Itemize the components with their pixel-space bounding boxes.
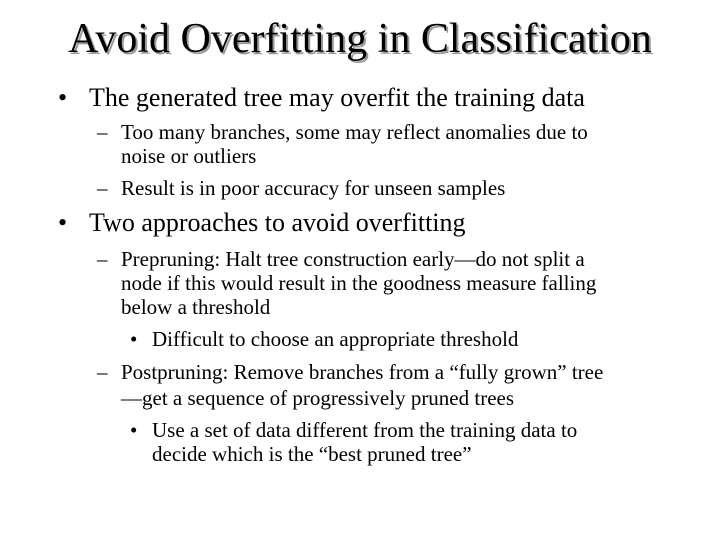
- bullet-marker: •: [58, 83, 68, 112]
- sub-bullet-text: below a threshold: [121, 295, 271, 319]
- dash-marker: –: [97, 176, 108, 200]
- slide-title: Avoid Overfitting in Classification: [68, 16, 652, 62]
- bullet-text: Two approaches to avoid overfitting: [89, 208, 466, 237]
- dash-marker: –: [97, 360, 108, 384]
- sub-bullet-text: noise or outliers: [121, 144, 257, 168]
- sub-sub-bullet-text: Use a set of data different from the training data to: [152, 418, 578, 442]
- sub-sub-bullet-text: Difficult to choose an appropriate threshold: [152, 327, 519, 351]
- sub-bullet-text: node if this would result in the goodness measure falling: [121, 271, 597, 295]
- bullet-marker: •: [130, 327, 138, 351]
- sub-bullet-text: Result is in poor accuracy for unseen samples: [121, 176, 506, 200]
- bullet-text: The generated tree may overfit the training data: [89, 83, 585, 112]
- sub-sub-bullet-text: decide which is the “best pruned tree”: [152, 442, 472, 466]
- sub-bullet-text: Postpruning: Remove branches from a “fully grown” tree: [121, 360, 604, 384]
- sub-bullet-text: Prepruning: Halt tree construction early—do not split a: [121, 247, 585, 271]
- dash-marker: –: [97, 120, 108, 144]
- bullet-marker: •: [130, 418, 138, 442]
- sub-bullet-text: Too many branches, some may reflect anomalies due to: [121, 120, 588, 144]
- bullet-marker: •: [58, 208, 68, 237]
- dash-marker: –: [97, 247, 108, 271]
- sub-bullet-text: —get a sequence of progressively pruned trees: [121, 386, 515, 410]
